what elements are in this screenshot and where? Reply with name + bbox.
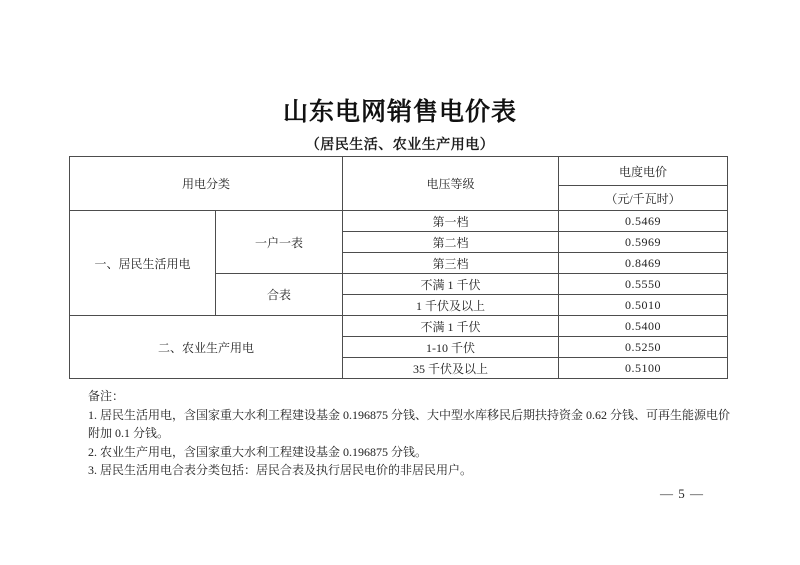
header-energy-price: 电度电价: [559, 157, 728, 186]
price-cell: 0.5969: [559, 232, 728, 253]
price-cell: 0.5250: [559, 337, 728, 358]
price-cell: 0.5550: [559, 274, 728, 295]
header-usage-category: 用电分类: [70, 157, 343, 211]
price-cell: 0.5400: [559, 316, 728, 337]
voltage-cell: 不满 1 千伏: [343, 274, 559, 295]
voltage-cell: 第一档: [343, 211, 559, 232]
table-row: [70, 211, 728, 232]
voltage-cell: 1 千伏及以上: [343, 295, 559, 316]
notes-label: 备注：: [88, 389, 125, 403]
electricity-price-table: [69, 156, 728, 379]
section-residential-label: 一、居民生活用电: [70, 211, 216, 316]
price-cell: 0.5100: [559, 358, 728, 379]
document-subtitle: （居民生活、农业生产用电）: [305, 138, 495, 153]
voltage-cell: 第二档: [343, 232, 559, 253]
voltage-cell: 不满 1 千伏: [343, 316, 559, 337]
header-price-unit: （元/千瓦时）: [559, 186, 728, 211]
header-voltage-level: 电压等级: [343, 157, 559, 211]
voltage-cell: 第三档: [343, 253, 559, 274]
note-item-3: 3. 居民生活用电合表分类包括：居民合表及执行居民电价的非居民用户。: [88, 463, 473, 477]
group-single-meter-label: 一户一表: [216, 211, 343, 274]
notes-block: [88, 387, 733, 480]
table-row: [70, 316, 728, 337]
note-item-2: 2. 农业生产用电，含国家重大水利工程建设基金 0.196875 分钱。: [88, 444, 428, 459]
document-title: 山东电网销售电价表: [282, 99, 517, 126]
section-agricultural-label: 二、农业生产用电: [70, 316, 343, 379]
page-number: — 5 —: [660, 486, 704, 501]
price-cell: 0.5469: [559, 211, 728, 232]
group-shared-meter-label: 合表: [216, 274, 343, 316]
note-item-1: 1. 居民生活用电，含国家重大水利工程建设基金 0.196875 分钱、大中型水库移民后期扶持资金 0.62 分钱、可再生能源电价附加 0.1 分钱。: [88, 407, 731, 440]
table-header-row-1: [70, 157, 728, 186]
price-cell: 0.5010: [559, 295, 728, 316]
price-cell: 0.8469: [559, 253, 728, 274]
voltage-cell: 35 千伏及以上: [343, 358, 559, 379]
voltage-cell: 1-10 千伏: [343, 337, 559, 358]
